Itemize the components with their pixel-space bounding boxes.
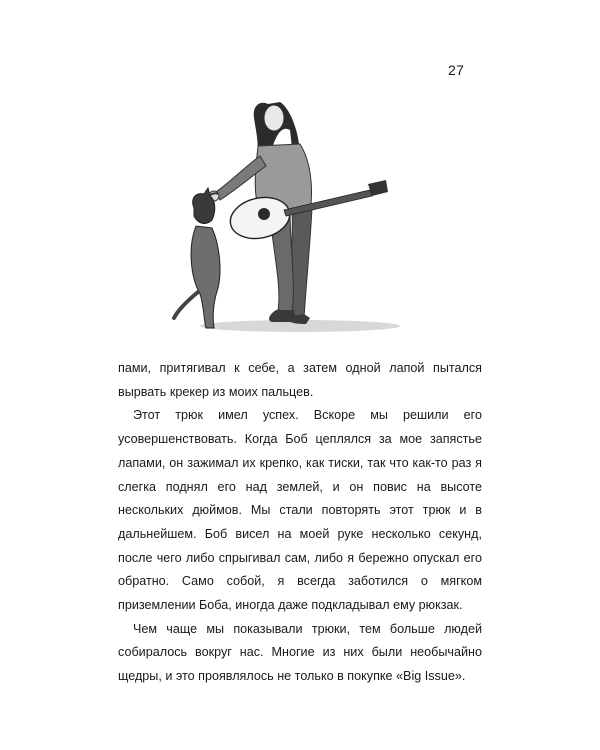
man-head [264, 105, 284, 131]
paragraph: пами, притягивал к себе, а затем одной лапой пытался вырвать крекер из моих пальцев. [118, 361, 482, 399]
guitar-soundhole [258, 208, 270, 220]
paragraph: Чем чаще мы показывали трюки, тем больше людей собиралось вокруг нас. Многие из них были необычайно щедры, и это проявлялось не только в покупке «Big Issue». [118, 621, 482, 684]
paragraph: Этот трюк имел успех. Вскоре мы решили его усовершенствовать. Когда Боб цеплялся за мое запястье лапами, он зажимал их крепко, как тиски, так что как-то раз я слегка поднял его над землей, и он повис на высоте нескольких дюймов. Мы стали повторять этот трюк и в дальнейшем. Боб висел на моей руке несколько секунд, после чего либо спрыгивал сам, либо я бережно опускал его обратно. Само собой, я всегда заботился о мягком приземлении Боба, иногда даже подкладывал ему рюкзак. [118, 408, 482, 613]
cat-body [191, 226, 220, 328]
man-with-guitar-and-cat-illustration [160, 96, 410, 336]
page-number: 27 [448, 62, 465, 78]
body-text [118, 357, 482, 689]
cat-tail [174, 292, 198, 318]
